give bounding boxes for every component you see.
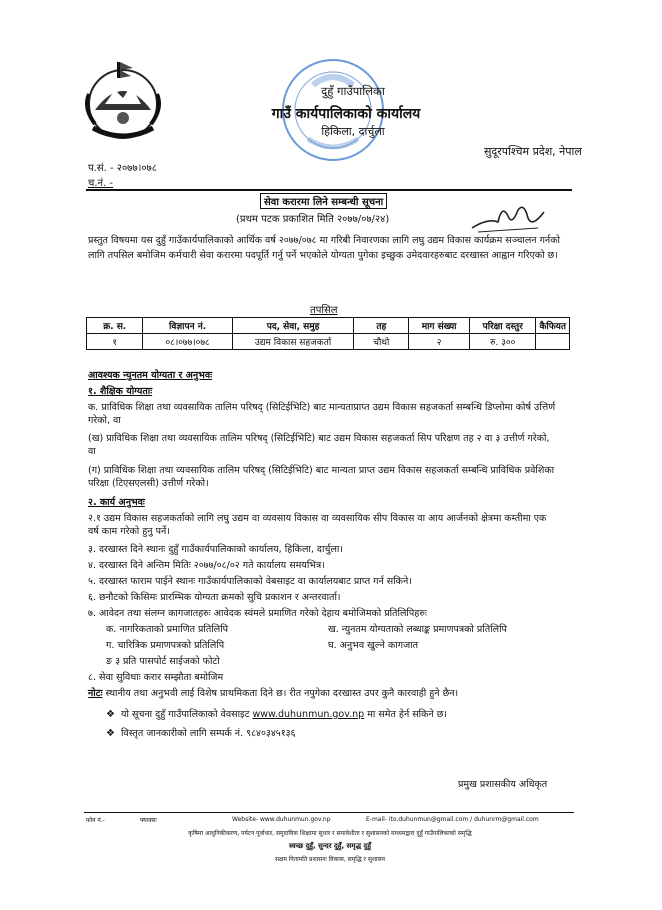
application-deadline: ४. दरखास्त दिने अन्तिम मितिः २०७७/०८/०२ गते कार्यालय समयभित्र।	[88, 560, 325, 571]
reference-number: प.सं. - २०७७।०७८	[88, 163, 157, 174]
header-post: पद, सेवा, समुह	[232, 318, 354, 334]
footer-fax: फ्याक्सः	[140, 817, 157, 824]
cell-ad-no: ०८।०७७।०७८	[143, 334, 232, 350]
signature-icon	[468, 198, 548, 238]
office-title: गाउँ कार्यपालिकाको कार्यालय	[271, 106, 421, 122]
table-header-row	[87, 318, 570, 334]
government-emblem-icon	[75, 58, 171, 144]
header-level: तह	[354, 318, 409, 334]
footer-slogan: स्वच्छ दुहुँ, सुन्दर दुहुँ, समृद्ध दुहुँ	[289, 842, 371, 850]
dispatch-number: च.नं. -	[88, 178, 114, 189]
footer-tagline: सक्षम नितामति प्रशासनः विकास, समृद्धि र सुशासन	[275, 856, 385, 863]
office-address: हिकिला, दार्चुला	[321, 125, 385, 138]
footer-mission: कृषिमा आधुनिकीकरण, पर्यटन पूर्वाधार, समुदायिक शिक्षामा सुधार र समावेशीता र सुशासनको माध्यमद्वारा दुहुँ गाउँपालिकाको समृद्धि	[188, 830, 472, 837]
cell-post: उद्यम विकास सहजकर्ता	[232, 334, 354, 350]
footer-email[interactable]: E-mail- ito.duhunmun@gmail.com / duhunrm@gmail.com	[366, 816, 539, 823]
document-character: ग. चारित्रिक प्रमाणपत्रको प्रतिलिपि	[106, 640, 225, 651]
requirements-heading: आवश्यक न्युनतम योग्यता र अनुभवः	[88, 370, 213, 381]
application-place: ३. दरखास्त दिने स्थानः दुहुँ गाउँकार्यपालिकाको कार्यालय, हिकिला, दार्चुला।	[88, 544, 343, 555]
note-bullet-contact	[106, 727, 296, 740]
note-bullet-website	[106, 708, 447, 721]
header-remarks: कैफियत	[536, 318, 570, 334]
header-ad-no: विज्ञापन नं.	[143, 318, 232, 334]
office-name: दुहुँ गाउँपालिका	[321, 84, 385, 98]
experience-item: २.१ उद्यम विकास सहजकर्ताको लागि लघु उद्यम वा व्यवसाय विकास वा व्यवसायिक सीप विकास वा आय आर्जनको क्षेत्रमा कम्तीमा एक वर्ष काम गरेको हुनु पर्ने।	[88, 513, 547, 537]
notice-title: सेवा करारमा लिने सम्बन्धी सूचना	[260, 193, 387, 209]
website-link[interactable]: www.duhunmun.gov.np	[252, 709, 365, 720]
diamond-bullet-icon: ❖	[106, 728, 115, 739]
publish-date: (प्रथम पटक प्रकाशित मिति २०७७/०७/२४)	[236, 214, 390, 225]
bullet-website-post: मा समेत हेर्न सकिने छ।	[364, 709, 447, 720]
education-option-a: क. प्राविधिक शिक्षा तथा व्यवसायिक तालिम परिषद् (सिटिईभिटि) बाट मान्यताप्राप्त उद्यम विकास सहजकर्ता सम्बन्धि डिप्लोमा कोर्ष उत्तिर्ण गरेको, वा	[88, 402, 556, 426]
document-photo: ङ ३ प्रति पासपोर्ट साईजको फोटो	[106, 656, 220, 667]
province-label: सुदूरपश्चिम प्रदेश, नेपाल	[484, 145, 582, 158]
selection-method: ६. छनौटको किसिमः प्रारम्भिक योग्यता क्रमको सुचि प्रकाशन र अन्तरवार्ता।	[88, 592, 341, 603]
diamond-bullet-icon: ❖	[106, 709, 115, 720]
document-experience: घ. अनुभव खुल्ने कागजात	[328, 640, 419, 651]
cell-serial: १	[87, 334, 143, 350]
header-demand: माग संख्या	[409, 318, 470, 334]
service-benefits: ८. सेवा सुविधाः करार सम्झौता बमोजिम	[88, 672, 224, 683]
contact-text: विस्तृत जानकारीको लागि सम्पर्क नं. ९८४०३४५१३६	[120, 728, 296, 739]
experience-heading: २. कार्य अनुभवः	[88, 497, 145, 508]
footer-phone: फोन नं.-	[86, 817, 105, 824]
table-row	[87, 334, 570, 350]
cell-demand: २	[409, 334, 470, 350]
documents-heading: ७. आवेदन तथा संलग्न कागजातहरुः आवेदक स्वंमले प्रमाणित गरेको देहाय बमोजिमको प्रतिलिपिहरुः	[88, 608, 427, 619]
education-option-b: (ख) प्राविधिक शिक्षा तथा व्यवसायिक तालिम परिषद् (सिटिईभिटि) बाट उद्यम विकास सहजकर्ता सिप परिक्षण तह २ वा ३ उत्तीर्ण गरेको, वा	[88, 433, 550, 457]
education-option-c: (ग) प्राविधिक शिक्षा तथा व्यवसायिक तालिम परिषद् (सिटिईभिटि) बाट मान्यता प्राप्त उद्यम विकास सहजकर्ता सम्बन्धि प्राविधिक प्रवेशिका परिक्षा (टिएसएलसी) उत्तीर्ण गरेको।	[88, 465, 555, 489]
header-divider	[86, 189, 572, 191]
vacancy-table	[86, 317, 570, 350]
notice-body: प्रस्तुत विषयमा यस दुहुँ गाउँकार्यपालिकाको आर्थिक वर्ष २०७७/०७८ मा गरिबी निवारणका लागि लघु उद्यम विकास कार्यक्रम सञ्चालन गर्नको लागि तपसिल बमोजिम कर्मचारी सेवा करारमा पदपूर्ति गर्नु पर्ने भएकोले योग्यता पुगेका इच्छुक उमेदवारहरुबाट दरखास्त आह्वान गरिएको छ।	[88, 235, 560, 261]
note-text: स्थानीय तथा अनुभवी लाई विशेष प्राथमिकता दिने छ। रीत नपुगेका दरखास्त उपर कुनै कारवाही हुने छैन।	[102, 688, 459, 699]
note-label: नोटः	[88, 688, 103, 699]
footer-website[interactable]: Website- www.duhunmun.gov.np	[232, 816, 331, 823]
note-line	[88, 687, 568, 700]
cell-fee: रु. ३००	[469, 334, 535, 350]
header-serial: क्र. स.	[87, 318, 143, 334]
footer-divider	[84, 812, 574, 813]
document-marksheet: ख. न्युनतम योग्यताको लब्धाङ्क प्रमाणपत्रको प्रतिलिपि	[328, 624, 507, 635]
signatory-title: प्रमुख प्रशासकीय अधिकृत	[458, 779, 548, 790]
form-availability: ५. दरखास्त फाराम पाईने स्थानः गाउँकार्यपालिकाको वेबसाइट वा कार्यालयबाट प्राप्त गर्न सकिने।	[88, 576, 412, 587]
document-citizenship: क. नागरिकताको प्रमाणित प्रतिलिपि	[106, 624, 229, 635]
cell-remarks	[536, 334, 570, 350]
table-caption: तपसिल	[310, 305, 338, 316]
bullet-website-pre: यो सूचना दुहुँ गाउँपालिकाको वेवसाइट	[120, 709, 253, 720]
education-heading: १. शैक्षिक योग्यताः	[88, 386, 153, 397]
cell-level: चौथो	[354, 334, 409, 350]
header-fee: परिक्षा दस्तुर	[469, 318, 535, 334]
